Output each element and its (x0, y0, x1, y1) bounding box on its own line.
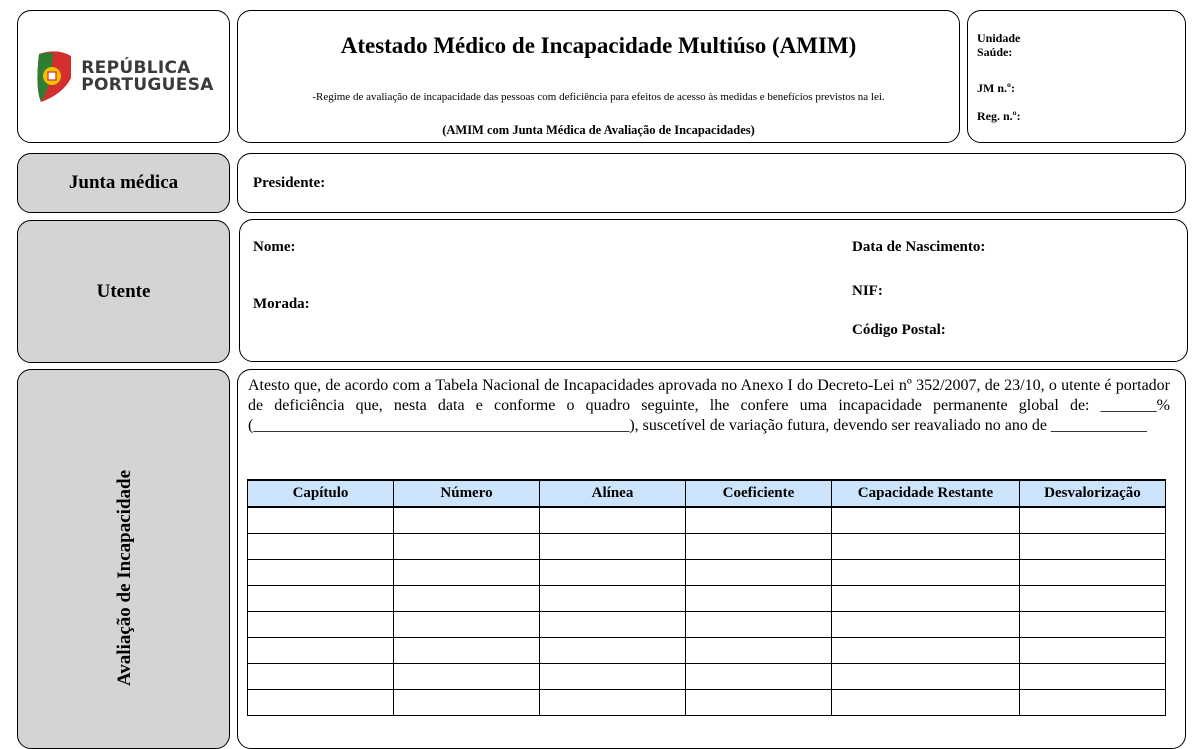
table-cell[interactable] (394, 586, 540, 612)
table-cell[interactable] (1020, 690, 1166, 716)
table-cell[interactable] (832, 612, 1020, 638)
nif-label: NIF: (852, 283, 883, 299)
table-cell[interactable] (832, 664, 1020, 690)
table-cell[interactable] (540, 612, 686, 638)
header-right-box (967, 10, 1186, 143)
table-cell[interactable] (1020, 612, 1166, 638)
table-cell[interactable] (686, 690, 832, 716)
table-cell[interactable] (832, 586, 1020, 612)
jm-number-label: JM n.º: (977, 81, 1015, 95)
table-cell[interactable] (686, 638, 832, 664)
table-row (248, 664, 1166, 690)
logo-line2: PORTUGUESA (81, 74, 214, 95)
incapacidade-table (247, 479, 1166, 716)
table-cell[interactable] (248, 534, 394, 560)
page-title: Atestado Médico de Incapacidade Multiúso (AMIM) (340, 33, 857, 58)
table-cell[interactable] (686, 664, 832, 690)
table-cell[interactable] (394, 507, 540, 534)
table-cell[interactable] (394, 690, 540, 716)
col-header-coeficiente: Coeficiente (686, 480, 832, 507)
table-cell[interactable] (686, 507, 832, 534)
junta-medica-box (237, 153, 1186, 213)
header-subtitle: -Regime de avaliação de incapacidade das pessoas com deficiência para efeitos de acesso às medidas e benefícios previstos na lei. (312, 91, 885, 103)
reg-number-label: Reg. n.º: (977, 109, 1021, 123)
col-header-desvalorizacao: Desvalorização (1020, 480, 1166, 507)
data-nascimento-label: Data de Nascimento: (852, 239, 986, 255)
table-cell[interactable] (248, 612, 394, 638)
table-cell[interactable] (248, 507, 394, 534)
table-cell[interactable] (832, 507, 1020, 534)
utente-box (239, 219, 1188, 362)
table-cell[interactable] (394, 534, 540, 560)
table-row (248, 507, 1166, 534)
table-cell[interactable] (540, 638, 686, 664)
table-cell[interactable] (540, 586, 686, 612)
table-cell[interactable] (540, 560, 686, 586)
morada-label: Morada: (253, 296, 310, 312)
table-cell[interactable] (248, 560, 394, 586)
avaliacao-paragraph: Atesto que, de acordo com a Tabela Nacional de Incapacidades aprovada no Anexo I do Decreto-Lei nº 352/2007, de 23/10, o utente é portador de deficiência que, nesta data e conforme o quadro seguinte, lhe confere uma incapacidade permanente global de: _______% (_______________________________________________), suscetível de variação futura, devendo ser reavaliado no ano de ____________ (248, 377, 1170, 434)
table-header-row (248, 480, 1166, 507)
table-cell[interactable] (540, 507, 686, 534)
junta-medica-label: Junta médica (68, 172, 179, 193)
table-cell[interactable] (540, 690, 686, 716)
table-cell[interactable] (832, 690, 1020, 716)
table-cell[interactable] (1020, 586, 1166, 612)
table-cell[interactable] (1020, 638, 1166, 664)
table-cell[interactable] (1020, 560, 1166, 586)
table-row (248, 534, 1166, 560)
table-cell[interactable] (686, 534, 832, 560)
table-row (248, 638, 1166, 664)
table-cell[interactable] (248, 586, 394, 612)
nome-label: Nome: (253, 239, 296, 255)
table-row (248, 612, 1166, 638)
table-cell[interactable] (1020, 664, 1166, 690)
table-row (248, 690, 1166, 716)
avaliacao-label: Avaliação de Incapacidade (114, 469, 135, 687)
table-cell[interactable] (686, 560, 832, 586)
table-cell[interactable] (1020, 507, 1166, 534)
table-cell[interactable] (686, 586, 832, 612)
col-header-capitulo: Capítulo (248, 480, 394, 507)
logo-line1: REPÚBLICA (81, 57, 191, 78)
table-row (248, 586, 1166, 612)
saude-label: Saúde: (977, 45, 1013, 59)
table-cell[interactable] (248, 664, 394, 690)
table-cell[interactable] (394, 638, 540, 664)
table-cell[interactable] (394, 664, 540, 690)
junta-medica-label-box (17, 153, 230, 213)
header-subtitle-2: (AMIM com Junta Médica de Avaliação de Incapacidades) (442, 123, 755, 137)
table-cell[interactable] (394, 560, 540, 586)
table-cell[interactable] (832, 638, 1020, 664)
table-cell[interactable] (540, 534, 686, 560)
col-header-numero: Número (394, 480, 540, 507)
table-cell[interactable] (832, 534, 1020, 560)
col-header-alinea: Alínea (540, 480, 686, 507)
logo-box (17, 10, 230, 143)
col-header-capacidade-restante: Capacidade Restante (832, 480, 1020, 507)
table-cell[interactable] (248, 638, 394, 664)
table-cell[interactable] (686, 612, 832, 638)
table-cell[interactable] (540, 664, 686, 690)
table-cell[interactable] (248, 690, 394, 716)
table-cell[interactable] (394, 612, 540, 638)
utente-label: Utente (96, 280, 151, 302)
table-row (248, 560, 1166, 586)
republica-portuguesa-logo-icon (33, 48, 75, 106)
presidente-label: Presidente: (253, 175, 326, 191)
codigo-postal-label: Código Postal: (852, 322, 946, 338)
header-box (237, 10, 960, 143)
table-cell[interactable] (832, 560, 1020, 586)
table-cell[interactable] (1020, 534, 1166, 560)
unidade-label: Unidade (977, 31, 1021, 45)
utente-label-box (17, 220, 230, 363)
